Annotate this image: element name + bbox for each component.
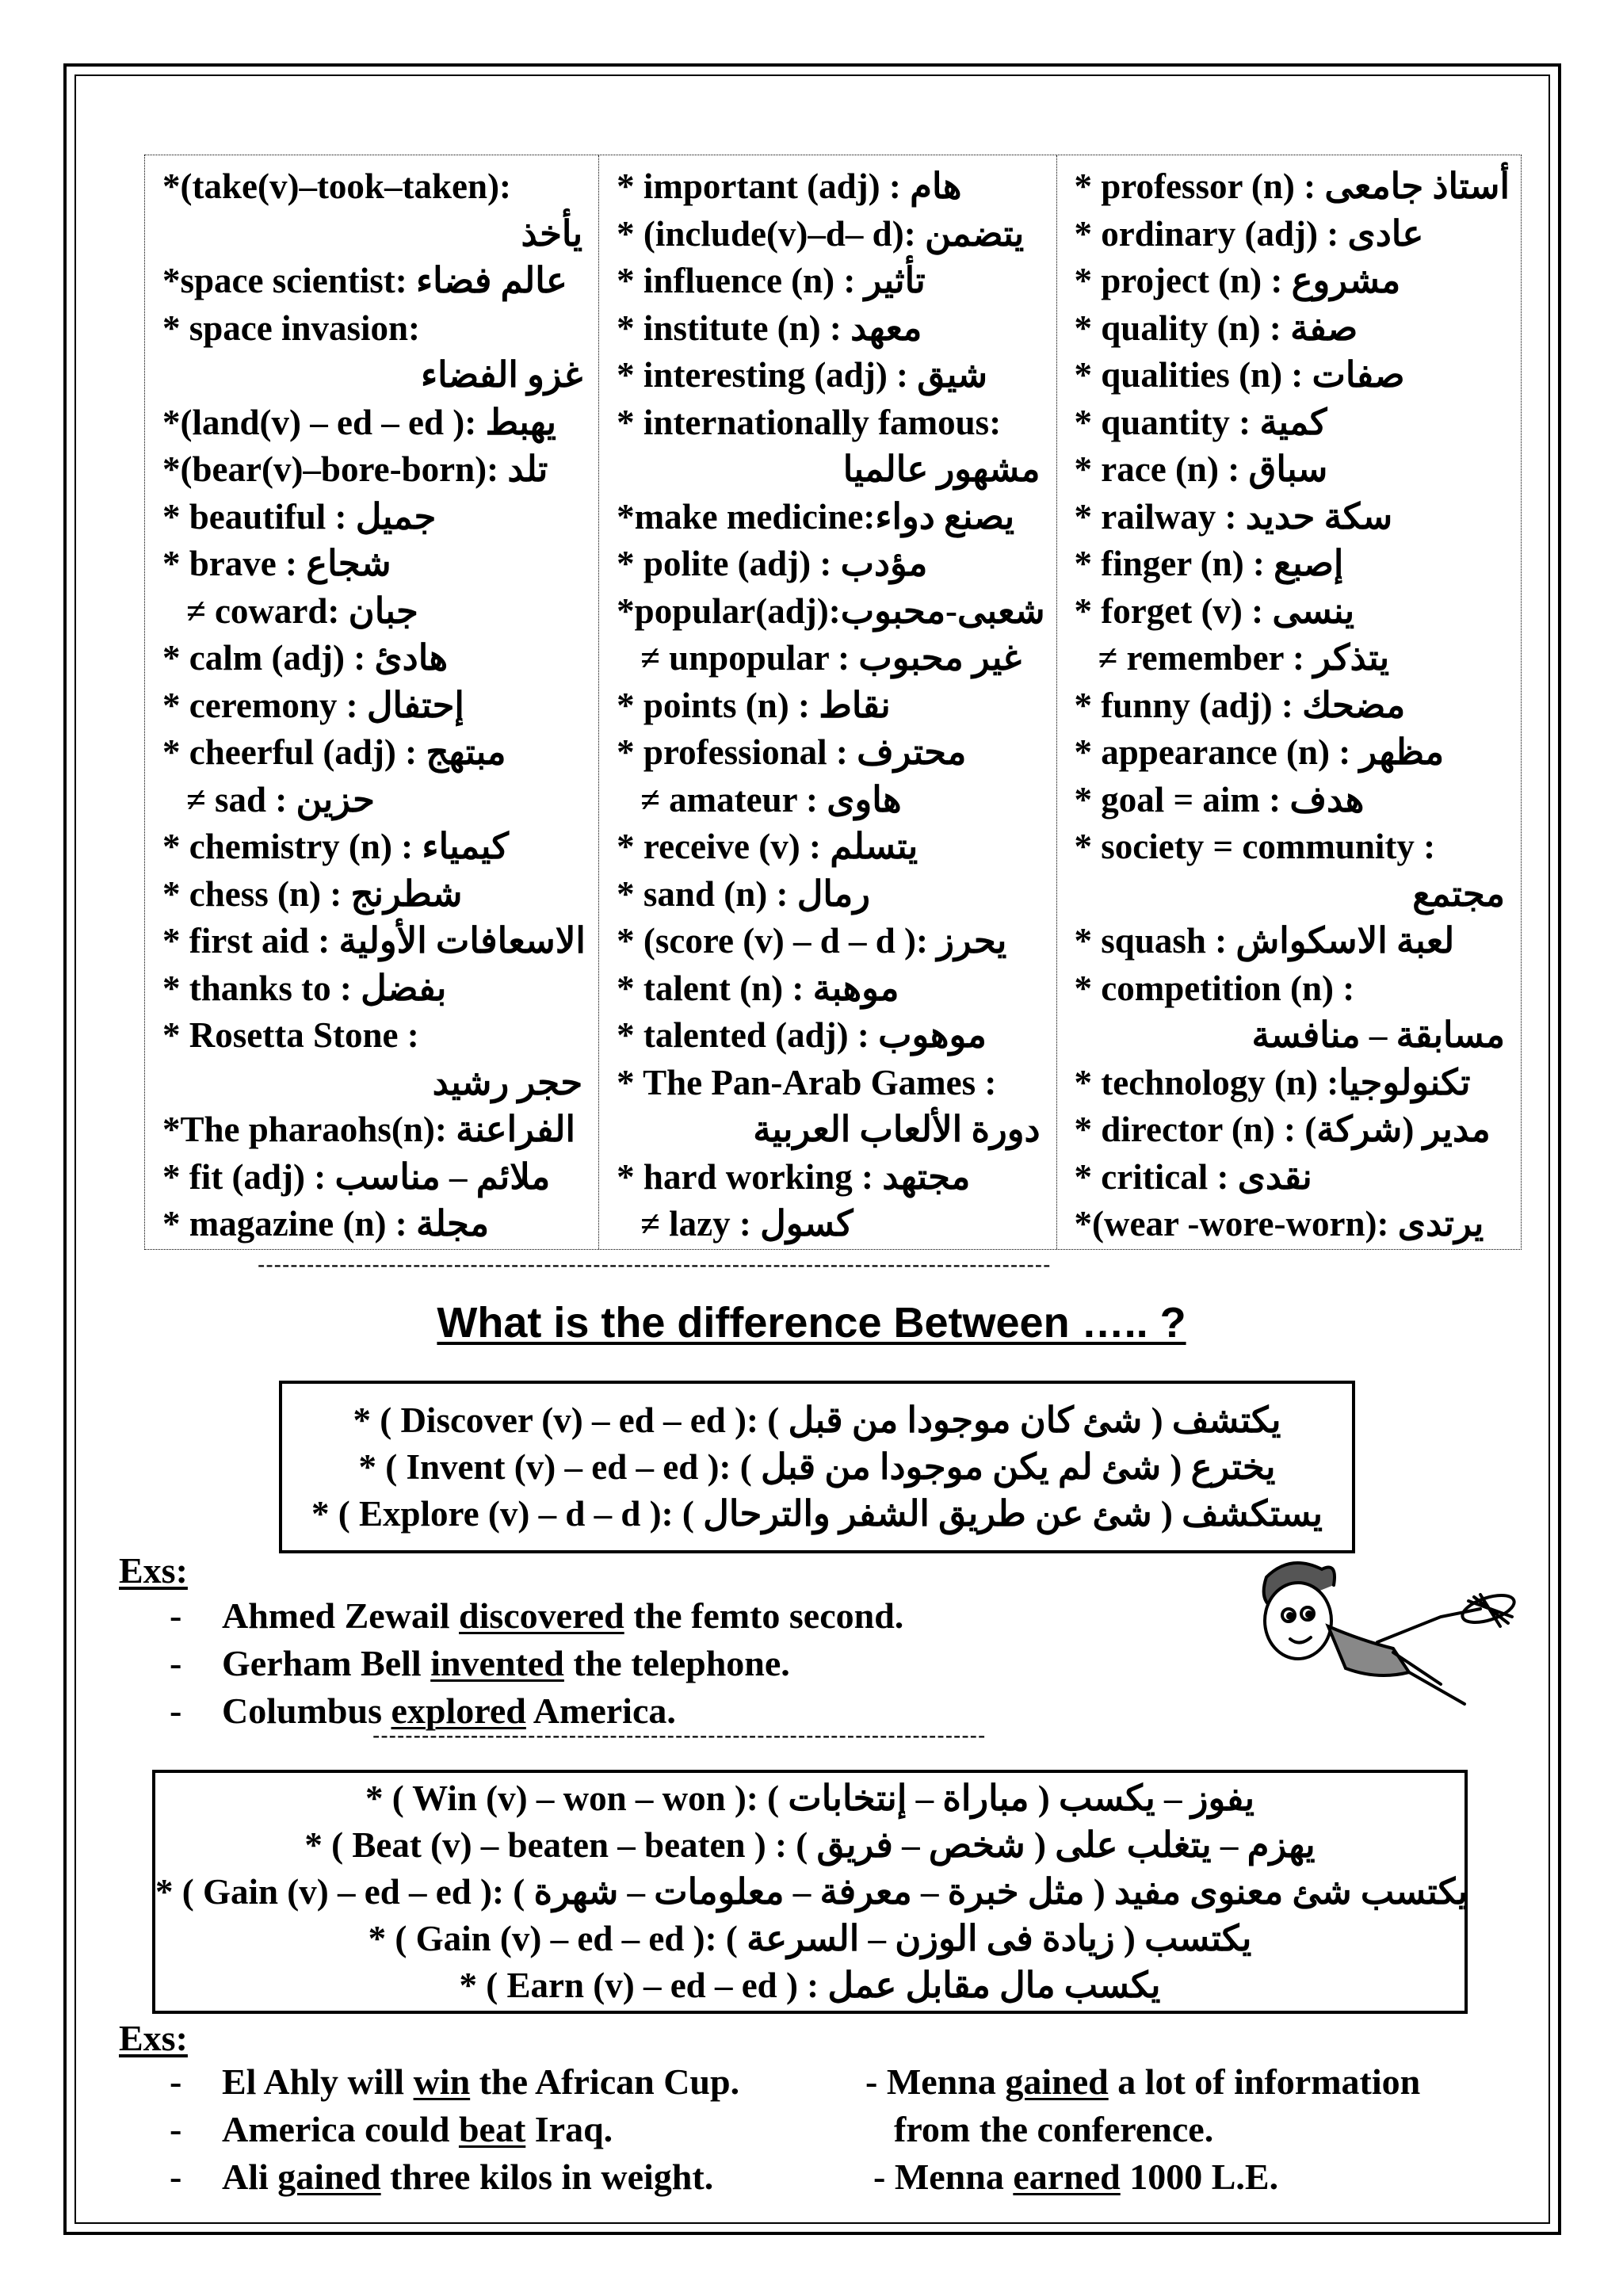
- vocab-entry: * The Pan-Arab Games :: [617, 1062, 997, 1102]
- example-sentence: El Ahly will win the African Cup.: [222, 2061, 740, 2102]
- examples-label: Exs:: [119, 1550, 188, 1591]
- section-heading: What is the difference Between ….. ?: [437, 1299, 1186, 1347]
- vocab-entry: * squash : لعبة الاسكواش: [1074, 921, 1455, 961]
- vocab-entry: * quantity : كمية: [1074, 402, 1327, 442]
- vocab-entry: * finger (n) : إصبع: [1074, 544, 1344, 583]
- vocab-entry: * technology (n) :تكنولوجيا: [1074, 1062, 1471, 1102]
- vocab-entry: * important (adj) : هام: [617, 166, 962, 206]
- list-bullet: -: [170, 1595, 182, 1636]
- list-bullet: -: [170, 2061, 182, 2102]
- vocab-entry: دورة الألعاب العربية: [753, 1110, 1041, 1149]
- example-sentence: from the conference.: [894, 2109, 1214, 2149]
- vocab-entry: * competition (n) :: [1074, 968, 1355, 1008]
- vocab-entry: * interesting (adj) : شيق: [617, 355, 988, 395]
- vocab-entry: * points (n) : نقاط: [617, 685, 891, 725]
- vocab-entry: *(wear -wore-worn): يرتدى: [1074, 1204, 1484, 1244]
- vocab-entry: * hard working : مجتهد: [617, 1156, 971, 1197]
- definition-line: * ( Earn (v) – ed – ed ) : يكسب مال مقابل عمل: [459, 1965, 1161, 2005]
- vocab-entry: * race (n) : سباق: [1074, 449, 1328, 489]
- vocab-entry: * quality (n) : صفة: [1074, 308, 1358, 348]
- definition-line: * ( Gain (v) – ed – ed ): ( يكتسب ( زيادة فى الوزن – السرعة: [368, 1918, 1252, 1958]
- running-boy-illustration: [1243, 1553, 1528, 1720]
- vocab-entry: * calm (adj) : هادئ: [162, 638, 449, 678]
- vocab-entry: * society = community :: [1074, 827, 1436, 866]
- definition-line: * ( Invent (v) – ed – ed ): ( يخترع ( شئ لم يكن موجودا من قبل: [358, 1446, 1276, 1487]
- vocab-entry: * brave : شجاع: [162, 544, 391, 583]
- vocab-entry: * director (n) : مدير (شركة): [1074, 1110, 1491, 1149]
- vocab-entry: ≠ unpopular : غير محبوب: [640, 638, 1022, 678]
- definition-line: * ( Explore (v) – d – d ): ( يستكشف ( شئ عن طريق الشفر والترحال: [311, 1493, 1323, 1534]
- vocab-entry: * professional : محترف: [617, 732, 967, 772]
- example-sentence: Ali gained three kilos in weight.: [222, 2157, 714, 2197]
- vocab-entry: * cheerful (adj) : مبتهج: [162, 732, 506, 772]
- vocab-entry: * goal = aim : هدف: [1074, 779, 1365, 819]
- vocab-entry: ≠ coward: جبان: [186, 590, 418, 631]
- vocab-entry: * professor (n) : أستاذ جامعى: [1074, 166, 1510, 206]
- vocab-entry: ≠ remember : يتذكر: [1098, 638, 1390, 678]
- list-bullet: -: [170, 1690, 182, 1731]
- definition-line: * ( Discover (v) – ed – ed ): ( يكتشف ( شئ كان موجودا من قبل: [353, 1400, 1281, 1440]
- vocab-entry: * qualities (n) : صفات: [1074, 355, 1405, 395]
- vocab-column-2: [598, 155, 1056, 1249]
- vocab-entry: * railway : سكة حديد: [1074, 496, 1393, 537]
- vocab-entry: * (include(v)–d– d): يتضمن: [617, 213, 1025, 254]
- example-sentence: America could beat Iraq.: [222, 2109, 613, 2149]
- vocab-entry: *(land(v) – ed – ed ): يهبط: [162, 402, 557, 442]
- vocab-entry: *space scientist: عالم فضاء: [162, 261, 567, 300]
- vocab-entry: *The pharaohs(n): الفراعنة: [162, 1110, 575, 1149]
- vocab-entry: ≠ amateur : هاوى: [640, 779, 902, 819]
- vocab-entry: غزو الفضاء: [420, 355, 583, 395]
- vocabulary-table: [144, 155, 1522, 1250]
- vocab-entry: * talent (n) : موهبة: [617, 968, 899, 1008]
- vocab-entry: * chess (n) : شطرنج: [162, 873, 463, 914]
- vocab-entry: * critical : نقدى: [1074, 1156, 1312, 1197]
- example-sentence: Gerham Bell invented the telephone.: [222, 1643, 790, 1683]
- vocab-entry: * talented (adj) : موهوب: [617, 1015, 987, 1055]
- vocab-entry: * sand (n) : رمال: [617, 873, 870, 914]
- vocab-entry: * institute (n) : معهد: [617, 308, 922, 348]
- example-sentence: - Menna earned 1000 L.E.: [873, 2157, 1279, 2197]
- vocab-entry: * space invasion:: [162, 308, 421, 348]
- vocab-entry: ≠ lazy : كسول: [640, 1204, 854, 1244]
- vocab-entry: *(bear(v)–bore-born): تلد: [162, 449, 548, 489]
- vocab-entry: * internationally famous:: [617, 402, 1002, 442]
- vocab-entry: * ordinary (adj) : عادى: [1074, 213, 1424, 254]
- vocab-entry: * magazine (n) : مجلة: [162, 1204, 490, 1244]
- list-bullet: -: [170, 2157, 182, 2197]
- vocab-entry: ≠ sad : حزين: [186, 779, 375, 819]
- vocab-entry: * chemistry (n) : كيمياء: [162, 827, 509, 866]
- vocab-entry: * (score (v) – d – d ): يحرز: [617, 921, 1007, 961]
- vocab-entry: * ceremony : إحتفال: [162, 685, 464, 725]
- vocab-entry: *(take(v)–took–taken):: [162, 166, 511, 206]
- example-sentence: - Menna gained a lot of information: [865, 2061, 1421, 2102]
- vocab-entry: حجر رشيد: [432, 1062, 583, 1102]
- vocab-entry: مسابقة – منافسة: [1251, 1015, 1505, 1055]
- vocab-entry: * beautiful : جميل: [162, 496, 437, 537]
- vocab-entry: * receive (v) : يتسلم: [617, 827, 918, 866]
- vocab-entry: * forget (v) : ينسى: [1074, 590, 1355, 631]
- list-bullet: -: [170, 1643, 182, 1683]
- vocab-entry: * first aid : الاسعافات الأولية: [162, 921, 586, 961]
- vocab-entry: * polite (adj) : مؤدب: [617, 544, 928, 583]
- vocab-entry: * appearance (n) : مظهر: [1074, 732, 1445, 772]
- vocab-column-3: [1056, 155, 1521, 1249]
- difference-box-discover-invent-explore: [279, 1381, 1355, 1553]
- example-sentence: Ahmed Zewail discovered the femto second.: [222, 1595, 904, 1636]
- example-sentence: Columbus explored America.: [222, 1690, 676, 1731]
- dashed-separator: -------------------------------------------------------------------------------------------------: [258, 1254, 1052, 1276]
- vocab-entry: مجتمع: [1412, 873, 1505, 914]
- examples-label: Exs:: [119, 2018, 188, 2058]
- list-bullet: -: [170, 2109, 182, 2149]
- vocab-entry: مشهور عالميا: [842, 449, 1041, 489]
- vocab-entry: *make medicine:يصنع دواء: [617, 496, 1015, 537]
- vocab-entry: * funny (adj) : مضحك: [1074, 685, 1406, 725]
- definition-line: * ( Beat (v) – beaten – beaten ) : ( يهزم – يتغلب على ( شخص – فريق: [304, 1824, 1316, 1865]
- vocab-entry: * thanks to : بفضل: [162, 968, 447, 1008]
- vocab-entry: * Rosetta Stone :: [162, 1015, 419, 1055]
- definition-line: * ( Win (v) – won – won ): ( يفوز – يكسب ( مباراة – إنتخابات: [365, 1778, 1254, 1818]
- vocab-entry: * project (n) : مشروع: [1074, 261, 1401, 300]
- vocab-entry: *popular(adj):شعبى-محبوب: [617, 590, 1045, 631]
- dashed-separator: ---------------------------------------------------------------------------: [372, 1725, 987, 1747]
- vocab-entry: يأخذ: [521, 213, 583, 254]
- vocab-entry: * fit (adj) : ملائم – مناسب: [162, 1156, 551, 1197]
- difference-box-win-beat-gain-earn: [152, 1770, 1468, 2014]
- vocab-column-1: [145, 155, 598, 1249]
- vocab-entry: * influence (n) : تأثير: [617, 261, 926, 300]
- definition-line: * ( Gain (v) – ed – ed ): ( يكتسب شئ معنوى مفيد ( مثل خبرة – معرفة – معلومات – شهرة: [155, 1871, 1468, 1912]
